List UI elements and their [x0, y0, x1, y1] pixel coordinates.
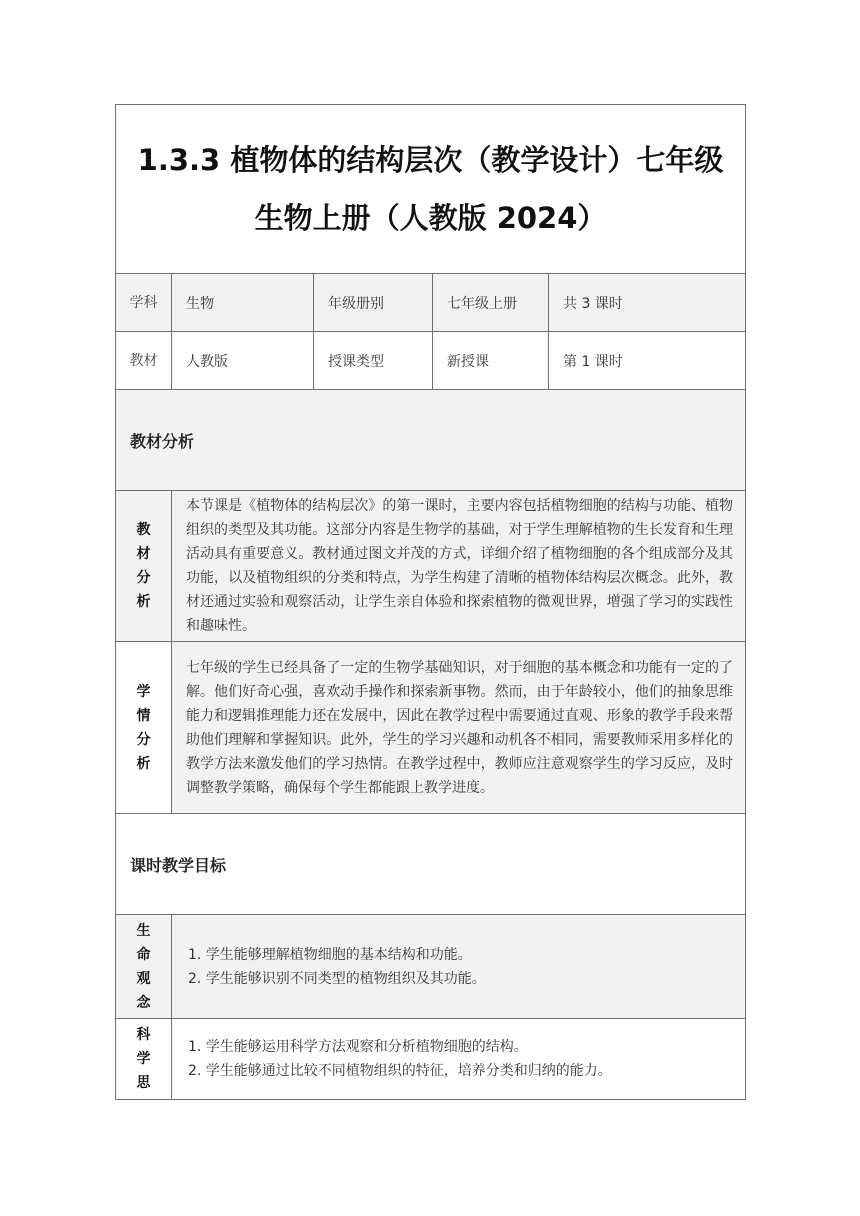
- learner-analysis-label: 学情分析: [116, 642, 172, 814]
- current-period: 第 1 课时: [549, 332, 746, 390]
- info-row-textbook: [116, 332, 746, 390]
- list-item: 1. 学生能够理解植物细胞的基本结构和功能。: [188, 946, 472, 963]
- document-title: 1.3.3 植物体的结构层次（教学设计）七年级生物上册（人教版 2024）: [116, 105, 746, 274]
- total-periods: 共 3 课时: [549, 274, 746, 332]
- material-analysis-row: [116, 491, 746, 642]
- lesson-type-value: 新授课: [433, 332, 549, 390]
- lesson-plan-table: [115, 104, 746, 1100]
- grade-label: 年级册别: [314, 274, 433, 332]
- subject-label: 学科: [116, 274, 172, 332]
- list-item: 2. 学生能够识别不同类型的植物组织及其功能。: [188, 970, 486, 987]
- science-thinking-label: 科学思: [116, 1019, 172, 1100]
- science-thinking-list: [172, 1035, 745, 1083]
- grade-value: 七年级上册: [433, 274, 549, 332]
- material-analysis-text: 本节课是《植物体的结构层次》的第一课时，主要内容包括植物细胞的结构与功能、植物组织的类型及其功能。这部分内容是生物学的基础，对于学生理解植物的生长发育和生理活动具有重要意义。教材通过图文并茂的方式，详细介绍了植物细胞的各个组成部分及其功能，以及植物组织的分类和特点，为学生构建了清晰的植物体结构层次概念。此外，教材还通过实验和观察活动，让学生亲自体验和探索植物的微观世界，增强了学习的实践性和趣味性。: [172, 491, 746, 642]
- lesson-type-label: 授课类型: [314, 332, 433, 390]
- textbook-label: 教材: [116, 332, 172, 390]
- learner-analysis-text: 七年级的学生已经具备了一定的生物学基础知识，对于细胞的基本概念和功能有一定的了解。他们好奇心强，喜欢动手操作和探索新事物。然而，由于年龄较小，他们的抽象思维能力和逻辑推理能力还在发展中，因此在教学过程中需要通过直观、形象的教学手段来帮助他们理解和掌握知识。此外，学生的学习兴趣和动机各不相同，需要教师采用多样化的教学方法来激发他们的学习热情。在教学过程中，教师应注意观察学生的学习反应，及时调整教学策略，确保每个学生都能跟上教学进度。: [172, 642, 746, 814]
- subject-value: 生物: [172, 274, 314, 332]
- textbook-value: 人教版: [172, 332, 314, 390]
- section-heading-material: 教材分析: [116, 390, 746, 491]
- list-item: 2. 学生能够通过比较不同植物组织的特征，培养分类和归纳的能力。: [188, 1063, 612, 1079]
- learner-analysis-row: [116, 642, 746, 814]
- info-row-subject: [116, 274, 746, 332]
- life-concept-label: 生命观念: [116, 915, 172, 1019]
- material-analysis-label: 教材分析: [116, 491, 172, 642]
- section-heading-goals: 课时教学目标: [116, 814, 746, 915]
- life-concept-list: [172, 943, 745, 991]
- goal-row-life-concept: [116, 915, 746, 1019]
- goal-row-science-thinking: [116, 1019, 746, 1100]
- life-concept-cell: [172, 915, 746, 1019]
- list-item: 1. 学生能够运用科学方法观察和分析植物细胞的结构。: [188, 1039, 528, 1055]
- science-thinking-cell: [172, 1019, 746, 1100]
